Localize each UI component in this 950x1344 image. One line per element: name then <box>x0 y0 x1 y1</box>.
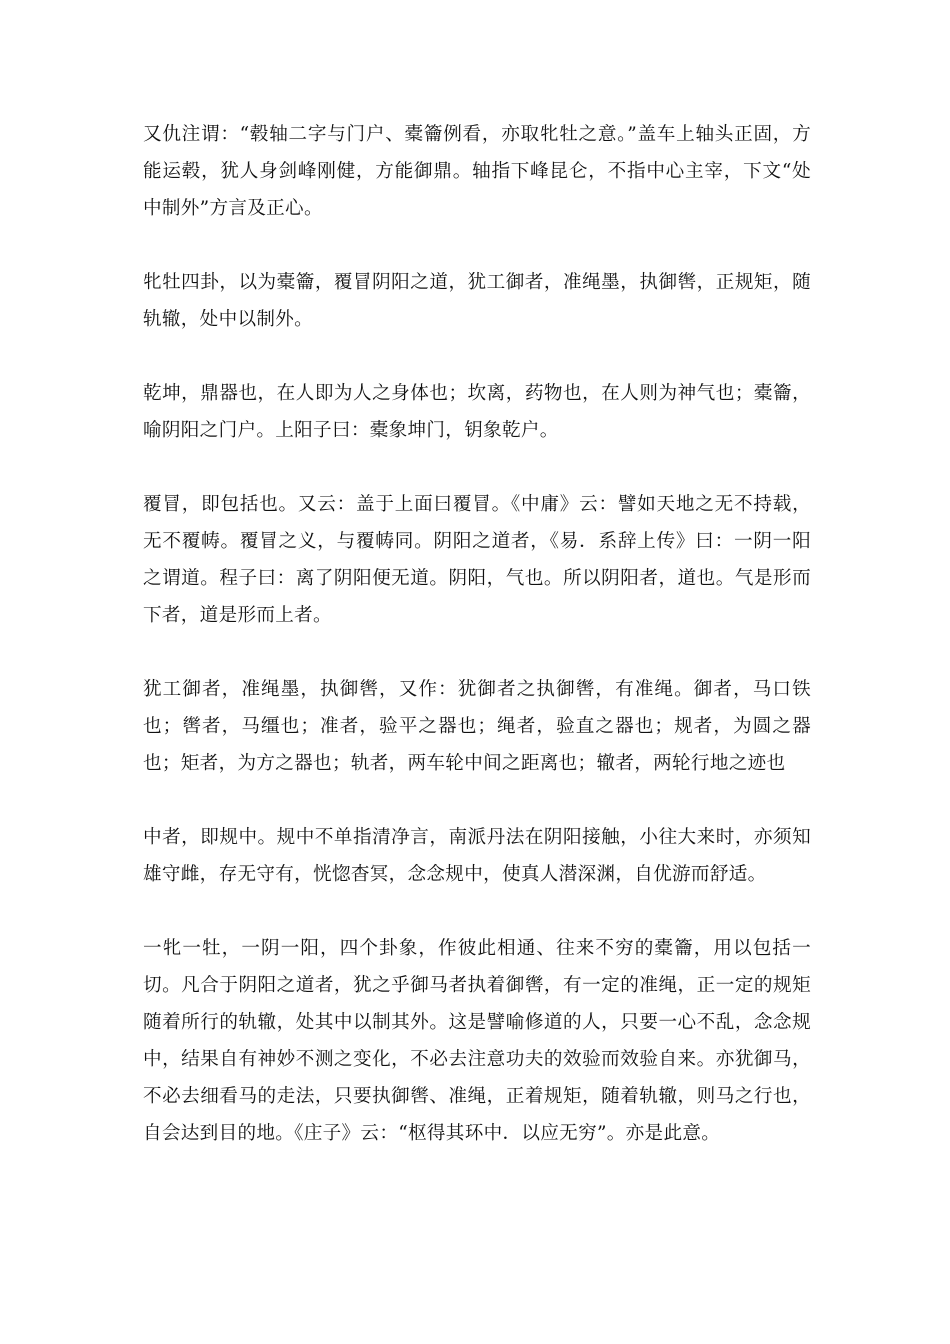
paragraph-6: 中者，即规中。规中不单指清净言，南派丹法在阴阳接触，小往大来时，亦须知雄守雌，存无守有，恍惚杳冥，念念规中，使真人潜深渊，自优游而舒适。 <box>143 827 811 885</box>
paragraph-3: 乾坤，鼎器也，在人即为人之身体也；坎离，药物也，在人则为神气也；橐籥，喻阴阳之门户。上阳子曰：橐象坤门，钥象乾户。 <box>143 383 811 441</box>
paragraph-1: 又仇注谓：“毂轴二字与门户、橐籥例看，亦取牝牡之意。”盖车上轴头正固，方能运毂，犹人身剑峰刚健，方能御鼎。轴指下峰昆仑，不指中心主宰，下文“处中制外”方言及正心。 <box>143 124 811 219</box>
paragraph-2: 牝牡四卦，以为橐籥，覆冒阴阳之道，犹工御者，准绳墨，执御辔，正规矩，随轨辙，处中以制外。 <box>143 272 811 330</box>
paragraph-4: 覆冒，即包括也。又云：盖于上面曰覆冒。《中庸》云：譬如天地之无不持载，无不覆帱。覆冒之义，与覆帱同。阴阳之道者，《易．系辞上传》曰：一阴一阳之谓道。程子曰：离了阴阳便无道。阴阳，气也。所以阴阳者，道也。气是形而下者，道是形而上者。 <box>143 494 811 626</box>
document-page <box>143 116 811 1152</box>
paragraph-5: 犹工御者，准绳墨，执御辔，又作：犹御者之执御辔，有准绳。御者，马口铁也；辔者，马缰也；准者，验平之器也；绳者，验直之器也；规者，为圆之器也；矩者，为方之器也；轨者，两车轮中间之距离也；辙者，两轮行地之迹也 <box>143 679 811 774</box>
paragraph-7: 一牝一牡，一阴一阳，四个卦象，作彼此相通、往来不穷的橐籥，用以包括一切。凡合于阴阳之道者，犹之乎御马者执着御辔，有一定的准绳，正一定的规矩随着所行的轨辙，处其中以制其外。这是譬喻修道的人，只要一心不乱，念念规中，结果自有神妙不测之变化，不必去注意功夫的效验而效验自来。亦犹御马，不必去细看马的走法，只要执御辔、准绳，正着规矩，随着轨辙，则马之行也，自会达到目的地。《庄子》云：“枢得其环中．以应无穷”。亦是此意。 <box>143 938 811 1144</box>
